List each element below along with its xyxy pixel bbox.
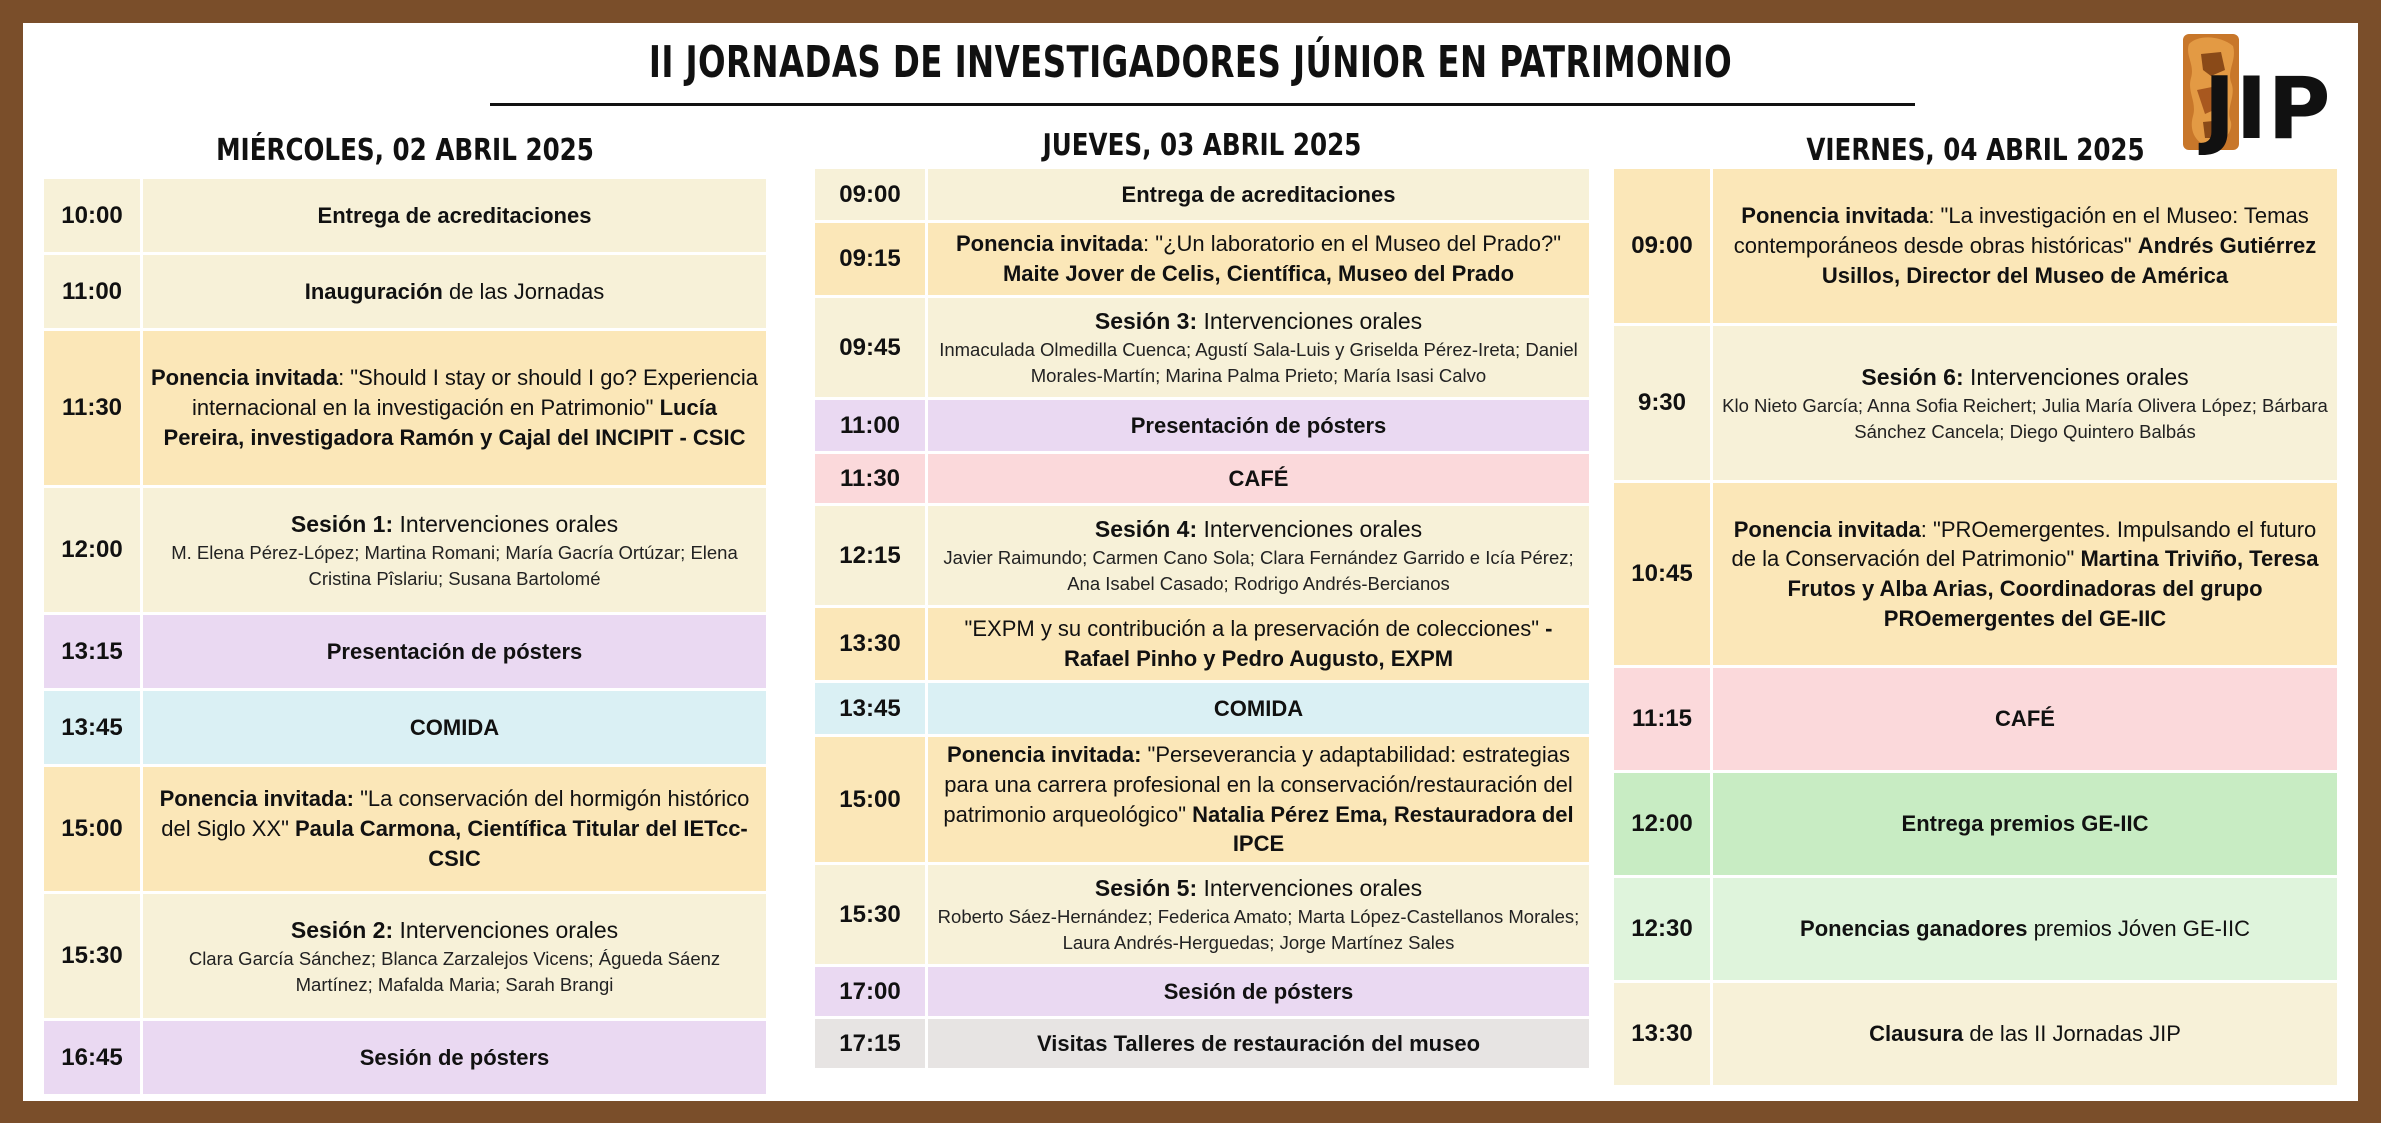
- schedule-row: [815, 683, 1589, 734]
- day-heading: MIÉRCOLES, 02 ABRIL 2025: [216, 133, 594, 168]
- schedule-row: [1614, 878, 2337, 980]
- event-title: [1164, 977, 1354, 1007]
- time-cell: 09:00: [1614, 169, 1710, 323]
- event-label: Ponencia invitada: [955, 231, 1144, 257]
- event-label: Ponencia invitada: [1733, 516, 1921, 542]
- event-label: Sesión de pósters: [359, 1044, 550, 1070]
- event-cell: [143, 615, 766, 688]
- event-label: Visitas Talleres de restauración del museo: [1036, 1030, 1481, 1056]
- event-title: [151, 784, 758, 873]
- event-cell: [928, 865, 1589, 964]
- event-label: COMIDA: [1213, 695, 1304, 721]
- event-title: [291, 509, 618, 540]
- event-label: Sesión de pósters: [1163, 978, 1354, 1004]
- event-cell: [928, 400, 1589, 451]
- schedule-row: [44, 691, 766, 764]
- schedule-row: [815, 608, 1589, 680]
- event-title: [1800, 914, 2250, 944]
- time-cell: 13:30: [1614, 983, 1710, 1085]
- event-label: Ponencias ganadores: [1800, 916, 2028, 942]
- event-title: [1214, 694, 1303, 724]
- schedule-row: [815, 400, 1589, 451]
- event-cell: [1713, 483, 2337, 665]
- event-label: Sesión 5:: [1094, 875, 1198, 902]
- schedule-row: [44, 767, 766, 891]
- event-label: CAFÉ: [1228, 465, 1289, 491]
- schedule-row: [815, 298, 1589, 397]
- time-cell: 17:15: [815, 1019, 925, 1068]
- event-text: "Perseverancia y adaptabilidad: estrategias para una carrera profesional en la conservación/restauración del patrimonio arqueológico": [943, 742, 1573, 827]
- event-title: [936, 229, 1581, 288]
- event-cell: [928, 169, 1589, 220]
- day-column-friday: [1614, 123, 2337, 1088]
- time-cell: 11:30: [44, 331, 140, 485]
- event-label: Sesión 1:: [290, 510, 394, 537]
- event-title: [1869, 1019, 2181, 1049]
- speaker: Maite Jover de Celis, Científica, Museo del Prado: [1002, 261, 1515, 286]
- event-cell: [143, 691, 766, 764]
- event-text: Intervenciones orales: [1197, 875, 1423, 902]
- time-cell: 15:00: [44, 767, 140, 891]
- event-title: [1122, 180, 1396, 210]
- time-cell: 13:45: [815, 683, 925, 734]
- event-label: Ponencia invitada: [151, 365, 339, 391]
- time-cell: 10:00: [44, 179, 140, 252]
- schedule-row: [1614, 773, 2337, 875]
- event-cell: [143, 1021, 766, 1094]
- event-title: [151, 363, 758, 452]
- schedule-table: [815, 169, 1589, 1068]
- event-cell: [143, 255, 766, 328]
- time-cell: 09:45: [815, 298, 925, 397]
- schedule-row: [1614, 668, 2337, 770]
- event-cell: [143, 767, 766, 891]
- time-cell: 17:00: [815, 967, 925, 1016]
- event-label: Ponencia invitada:: [947, 742, 1142, 768]
- speaker: Paula Carmona, Científica Titular del IETcc-CSIC: [295, 816, 748, 871]
- event-label: Sesión 4:: [1094, 516, 1198, 543]
- schedule-table: [44, 179, 766, 1094]
- event-cell: [928, 683, 1589, 734]
- schedule-row: [815, 169, 1589, 220]
- event-cell: [1713, 878, 2337, 980]
- event-cell: [1713, 326, 2337, 480]
- event-text: premios Jóven GE-IIC: [2027, 916, 2250, 942]
- event-text: de las II Jornadas JIP: [1963, 1021, 2181, 1047]
- speaker: - Rafael Pinho y Pedro Augusto, EXPM: [1063, 616, 1553, 671]
- speaker: Lucía Pereira, investigadora Ramón y Cajal del INCIPIT - CSIC: [163, 395, 746, 450]
- time-cell: 15:30: [815, 865, 925, 964]
- event-cell: [1713, 983, 2337, 1085]
- event-cell: [928, 608, 1589, 680]
- logo-text: JIP: [2203, 59, 2331, 159]
- title-underline: [490, 103, 1915, 106]
- schedule-row: [815, 223, 1589, 295]
- event-cell: [143, 894, 766, 1018]
- presenters-list: Clara García Sánchez; Blanca Zarzalejos Vicens; Águeda Sáenz Martínez; Mafalda Maria; Sarah Brangi: [188, 947, 721, 995]
- event-title: [1095, 306, 1422, 337]
- event-label: Entrega premios GE-IIC: [1901, 811, 2149, 837]
- event-title: [410, 713, 499, 743]
- day-heading: VIERNES, 04 ABRIL 2025: [1806, 133, 2145, 168]
- time-cell: 11:15: [1614, 668, 1710, 770]
- time-cell: 13:45: [44, 691, 140, 764]
- presenters-list: M. Elena Pérez-López; Martina Romani; María Gacría Ortúzar; Elena Cristina Pîslariu; Susana Bartolomé: [171, 541, 738, 589]
- schedule-row: [815, 454, 1589, 503]
- schedule-row: [815, 506, 1589, 605]
- schedule-row: [815, 1019, 1589, 1068]
- event-text: de las Jornadas: [442, 278, 605, 304]
- event-cell: [928, 454, 1589, 503]
- event-label: Inauguración: [304, 278, 443, 304]
- event-label: Presentación de pósters: [326, 638, 583, 664]
- time-cell: 9:30: [1614, 326, 1710, 480]
- event-title: [1721, 201, 2329, 290]
- event-title: [305, 277, 605, 307]
- event-title: [1095, 514, 1422, 545]
- presenters-list: Roberto Sáez-Hernández; Federica Amato; Marta López-Castellanos Morales; Laura Andrés-Herguedas; Jorge Martínez Sales: [937, 906, 1580, 954]
- day-heading: JUEVES, 03 ABRIL 2025: [1042, 128, 1362, 163]
- presenters-list: Inmaculada Olmedilla Cuenca; Agustí Sala-Luis y Griselda Pérez-Ireta; Daniel Morales-Martín; Marina Palma Prieto; María Isasi Calvo: [939, 339, 1578, 387]
- event-text: Intervenciones orales: [1197, 308, 1423, 335]
- event-label: Sesión 3:: [1094, 308, 1198, 335]
- event-cell: [1713, 668, 2337, 770]
- event-text: Intervenciones orales: [1197, 516, 1423, 543]
- event-label: Ponencia invitada: [1741, 203, 1929, 229]
- event-label: CAFÉ: [1995, 706, 2055, 732]
- time-cell: 11:00: [815, 400, 925, 451]
- schedule-row: [815, 737, 1589, 862]
- schedule-row: [44, 255, 766, 328]
- speaker: Natalia Pérez Ema, Restauradora del IPCE: [1192, 801, 1574, 857]
- event-cell: [928, 298, 1589, 397]
- event-title: [936, 614, 1581, 673]
- schedule-row: [44, 488, 766, 612]
- event-text: : "La investigación en el Museo: Temas contemporáneos desde obras históricas": [1733, 203, 2309, 259]
- time-cell: 11:00: [44, 255, 140, 328]
- schedule-row: [815, 967, 1589, 1016]
- event-title: [936, 740, 1581, 859]
- schedule-row: [44, 615, 766, 688]
- speaker: Martina Triviño, Teresa Frutos y Alba Arias, Coordinadoras del grupo PROemergentes del GE-IIC: [1787, 546, 2319, 631]
- event-text: Intervenciones orales: [393, 916, 619, 943]
- event-text: "La conservación del hormigón histórico del Siglo XX": [161, 786, 750, 842]
- time-cell: 11:30: [815, 454, 925, 503]
- schedule-table: [1614, 169, 2337, 1085]
- event-label: Entrega de acreditaciones: [317, 202, 592, 228]
- schedule-row: [1614, 326, 2337, 480]
- page-title: II JORNADAS DE INVESTIGADORES JÚNIOR EN PATRIMONIO: [648, 37, 1733, 88]
- event-title: [1131, 411, 1387, 441]
- schedule-row: [1614, 483, 2337, 665]
- event-cell: [928, 967, 1589, 1016]
- event-cell: [928, 223, 1589, 295]
- event-title: [327, 637, 583, 667]
- event-title: [291, 915, 618, 946]
- time-cell: 16:45: [44, 1021, 140, 1094]
- time-cell: 15:00: [815, 737, 925, 862]
- event-label: Sesión 6:: [1861, 363, 1964, 390]
- event-text: Intervenciones orales: [1963, 363, 2189, 390]
- time-cell: 13:15: [44, 615, 140, 688]
- event-text: Intervenciones orales: [393, 510, 619, 537]
- day-column-thursday: [815, 123, 1589, 1071]
- program-sheet: [23, 23, 2358, 1101]
- event-title: [1721, 515, 2329, 634]
- time-cell: 12:00: [1614, 773, 1710, 875]
- event-label: Presentación de pósters: [1130, 412, 1387, 438]
- event-label: COMIDA: [409, 714, 500, 740]
- time-cell: 09:00: [815, 169, 925, 220]
- schedule-row: [815, 865, 1589, 964]
- event-title: [1902, 809, 2149, 839]
- event-cell: [143, 331, 766, 485]
- event-cell: [928, 506, 1589, 605]
- event-cell: [143, 179, 766, 252]
- day-column-wednesday: [44, 123, 766, 1097]
- event-title: [318, 201, 592, 231]
- time-cell: 12:00: [44, 488, 140, 612]
- schedule-row: [44, 331, 766, 485]
- event-title: [1229, 464, 1289, 494]
- event-cell: [928, 737, 1589, 862]
- event-label: Entrega de acreditaciones: [1121, 181, 1396, 207]
- time-cell: 13:30: [815, 608, 925, 680]
- time-cell: 12:30: [1614, 878, 1710, 980]
- time-cell: 10:45: [1614, 483, 1710, 665]
- event-text: : "PROemergentes. Impulsando el futuro de la Conservación del Patrimonio": [1731, 516, 2317, 572]
- event-label: Ponencia invitada:: [159, 786, 354, 812]
- event-cell: [1713, 773, 2337, 875]
- presenters-list: Klo Nieto García; Anna Sofia Reichert; Julia María Olivera López; Bárbara Sánchez Cancela; Diego Quintero Balbás: [1722, 394, 2328, 442]
- event-cell: [143, 488, 766, 612]
- time-cell: 15:30: [44, 894, 140, 1018]
- schedule-row: [44, 1021, 766, 1094]
- event-text: : "¿Un laboratorio en el Museo del Prado?": [1143, 231, 1562, 257]
- event-title: [1037, 1029, 1480, 1059]
- event-title: [360, 1043, 550, 1073]
- event-cell: [928, 1019, 1589, 1068]
- event-text: "EXPM y su contribución a la preservación de colecciones": [964, 616, 1546, 642]
- event-label: Clausura: [1869, 1021, 1964, 1047]
- presenters-list: Javier Raimundo; Carmen Cano Sola; Clara Fernández Garrido e Icía Pérez; Ana Isabel Casado; Rodrigo Andrés-Bercianos: [943, 547, 1574, 595]
- event-text: : "Should I stay or should I go? Experiencia internacional en la investigación en Patrimonio": [191, 365, 759, 421]
- schedule-row: [44, 894, 766, 1018]
- time-cell: 09:15: [815, 223, 925, 295]
- schedule-row: [1614, 983, 2337, 1085]
- event-label: Sesión 2:: [290, 916, 394, 943]
- event-title: [1095, 873, 1422, 904]
- speaker: Andrés Gutiérrez Usillos, Director del Museo de América: [1821, 233, 2317, 288]
- schedule-row: [44, 179, 766, 252]
- event-title: [1861, 362, 2188, 393]
- time-cell: 12:15: [815, 506, 925, 605]
- event-title: [1995, 704, 2055, 734]
- schedule-row: [1614, 169, 2337, 323]
- event-cell: [1713, 169, 2337, 323]
